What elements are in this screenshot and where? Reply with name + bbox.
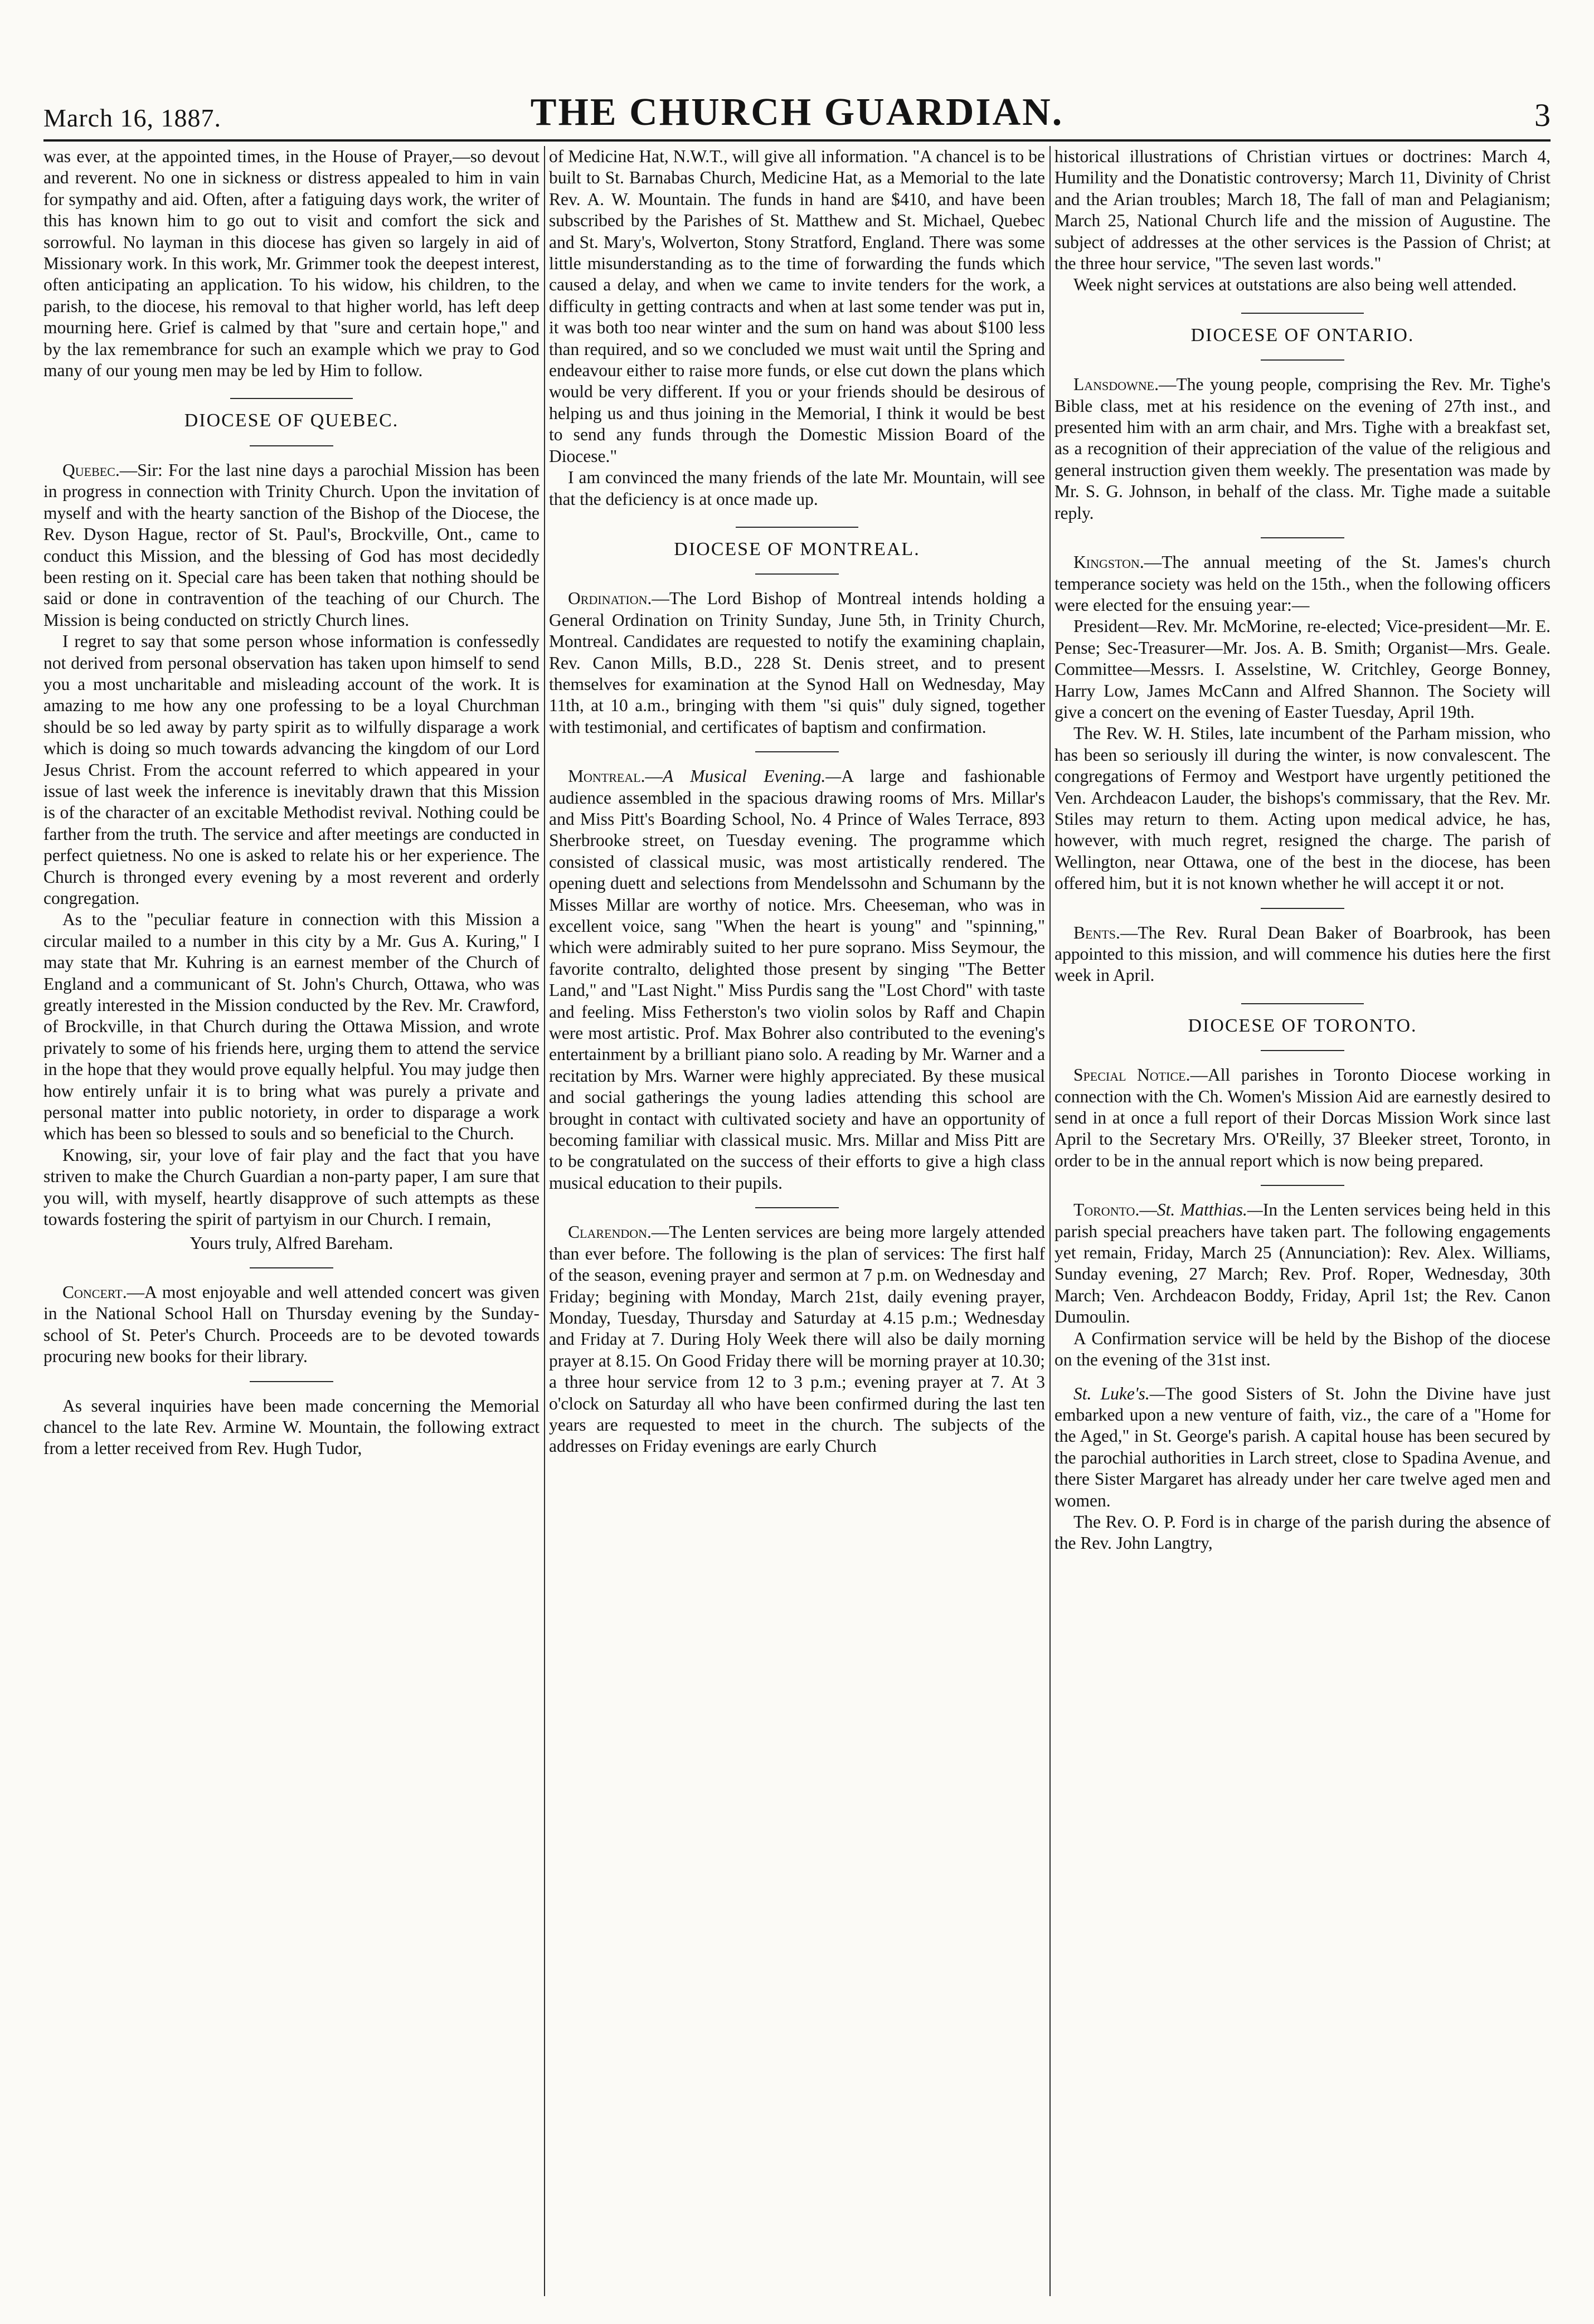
heading-diocese-montreal: DIOCESE OF MONTREAL. — [674, 538, 920, 560]
article-divider — [250, 1381, 333, 1382]
heading-underline — [250, 445, 333, 446]
obituary-paragraph: was ever, at the appointed times, in the House of Prayer,—so devout and reverent. No one in sickness or distress appealed to him in vain for sympathy and aid. Often, after a fatiguing days work, the writer of this has known him to go out to visit and comfort the sick and sorrowful. No layman in this diocese has given so largely in aid of Missionary work. In this work, Mr. Grimmer took the deepest interest, often anticipating an application. To his widow, his children, to the parish, to the diocese, his removal to that higher world, has left deep mourning here. Grief is calmed by that "sure and certain hope," and by the lax remembrance for such an example which we pray to God many of our young men may be led by Him to follow. — [43, 147, 540, 381]
heading-diocese-quebec: DIOCESE OF QUEBEC. — [184, 410, 399, 431]
article-divider — [755, 751, 839, 752]
dateline-ordination: Ordination.— — [568, 589, 669, 609]
page-number: 3 — [1534, 97, 1551, 133]
musical-evening-paragraph: Montreal.—A Musical Evening.—A large and fashionable audience assembled in the spacious drawing rooms of Mrs. Millar's and Miss Pitt's Boarding School, No. 4 Prince of Wales Terrace, 893 Sherbrooke street, on Tuesday evening. The programme which consisted of classical music, was most artistically rendered. The opening duett and selections from Mendelssohn and Schumann by the Misses Millar are worthy of notice. Mrs. Cheeseman, who was in excellent voice, sang "When the heart is young" and "spinning," which were admirably suited to her pure soprano. Miss Seymour, the favorite contralto, delighted those present by singing "The Better Land," and "Last Night." Miss Purdis sang the "Lost Chord" with taste and feeling. Miss Fetherston's two violin solos by Raff and Chapin were most artistic. Prof. Max Bohrer also contributed to the evening's entertainment by a brilliant piano solo. A reading by Mr. Warner and a recitation by Mrs. Warner were highly appreciated. By these musical and social gatherings the young ladies attending this school are brought in contact with cultivated society and have an opportunity of becoming familiar with classical music. Mrs. Millar and Miss Pitt are to be congratulated on the success of their efforts to give a high class musical education to their pupils. — [549, 766, 1045, 1193]
heading-diocese-ontario: DIOCESE OF ONTARIO. — [1190, 324, 1415, 346]
clarendon-continued-paragraph: historical illustrations of Christian virtues or doctrines: March 4, Humility and the Donatistic controversy; March 11, Divinity of Christ and the Arian troubles; March 18, The fall of man and Pelagianism; March 25, National Church life and the mission of Augustine. The subject of addresses at the other services is the Passion of Christ; at the three hour service, "The seven last words." — [1054, 147, 1551, 274]
memorial-continued-paragraph: of Medicine Hat, N.W.T., will give all information. "A chancel is to be built to St. Barnabas Church, Medicine Hat, as a Memorial to the late Rev. A. W. Mountain. The funds in hand are $410, and have been subscribed by the Parishes of St. Matthew and St. Michael, Quebec and St. Mary's, Wolverton, Stony Stratford, England. There was some little misunderstanding as to the time of forwarding the funds which caused a delay, and when we came to invite tenders for the work, a difficulty in getting contracts and when at last some tender was put in, it was both too near winter and the sum on hand was about $100 less than required, and so we concluded we must wait until the Spring and endeavour either to raise more funds, or else cut down the plans which would be very different. If you or your friends should be desirous of helping us and thus joining in the Memorial, I think it would be best to send any funds through the Domestic Mission Board of the Diocese." — [549, 147, 1045, 466]
heading-underline — [1261, 1050, 1344, 1051]
confirmation-paragraph: A Confirmation service will be held by the Bishop of the diocese on the evening of the 31st inst. — [1054, 1328, 1551, 1370]
quebec-letter-paragraph-1: Quebec.—Sir: For the last nine days a parochial Mission has been in progress in connection with Trinity Church. Upon the invitation of myself and with the hearty sanction of the Bishop of the Diocese, the Rev. Dyson Hague, rector of St. Paul's, Brockville, Ont., came to conduct this Mission, and the blessing of God has most decidedly been resting on it. Special care has been taken that nothing should be said or done in contravention of the teaching of our Church. The Mission is being conducted on strictly Church lines. — [43, 460, 540, 630]
special-notice-paragraph: Special Notice.—All parishes in Toronto Diocese working in connection with the Ch. Women's Mission Aid are earnestly desired to send in at once a full report of their Dorcas Mission Work since last April to the Secretary Mrs. O'Reilly, 37 Bleeker street, Toronto, in order to be in the annual report which is now being prepared. — [1054, 1065, 1551, 1170]
issue-date: March 16, 1887. — [43, 104, 222, 132]
memorial-paragraph: As several inquiries have been made concerning the Memorial chancel to the late Rev. Armine W. Mountain, the following extract from a letter received from Rev. Hugh Tudor, — [43, 1396, 540, 1458]
ford-paragraph: The Rev. O. P. Ford is in charge of the parish during the absence of the Rev. John Langtry, — [1054, 1511, 1551, 1553]
column-1 — [43, 146, 540, 2296]
stiles-paragraph: The Rev. W. H. Stiles, late incumbent of the Parham mission, who has been so seriously ill during the winter, is now convalescent. The congregations of Fermoy and Westport have urgently petitioned the Ven. Archdeacon Lauder, the bishops's commissary, that the Rev. Mr. Stiles may return to them. Acting upon medical advice, he has, however, with much regret, resigned the charge. The parish of Wellington, near Ottawa, one of the best in the diocese, has been offered him, but it is not known whether he will accept it or not. — [1054, 723, 1551, 893]
masthead — [43, 84, 1551, 142]
column-rule-1 — [544, 146, 545, 2296]
quebec-letter-paragraph-2: I regret to say that some person whose information is confessedly not derived from personal observation has taken upon himself to send you a most uncharitable and misleading account of the work. It is amazing to me how any one professing to be a loyal Churchman should be so led away by party spirit as to wilfully disparage a work which is doing so much towards advancing the kingdom of our Lord Jesus Christ. From the account referred to which appeared in your issue of last week the inference is inevitably drawn that this Mission is of the character of an excitable Methodist revival. Nothing could be farther from the truth. The service and after meetings are conducted in perfect quietness. No one is asked to relate his or her experience. The Church is thronged every evening by a most reverent and orderly congregation. — [43, 631, 540, 908]
column-rule-2 — [1049, 146, 1051, 2296]
section-divider — [230, 398, 353, 399]
dateline-quebec: Quebec.— — [62, 460, 138, 480]
heading-underline — [755, 573, 839, 575]
letter-signature: Yours truly, Alfred Bareham. — [189, 1233, 393, 1253]
musical-evening-subhead: A Musical Evening.— — [663, 766, 842, 786]
column-3 — [1054, 146, 1551, 2296]
dateline-bents: Bents.— — [1073, 922, 1138, 942]
dateline-montreal: Montreal.— — [568, 766, 663, 786]
newspaper-title: THE CHURCH GUARDIAN. — [530, 91, 1064, 134]
ordination-paragraph: Ordination.—The Lord Bishop of Montreal intends holding a General Ordination on Trinity Sunday, June 5th, in Trinity Church, Montreal. Candidates are requested to notify the examining chaplain, Rev. Canon Mills, B.D., 228 St. Denis street, and to present themselves for examination at the Synod Hall on Wednesday, May 11th, at 10 a.m., bringing with them "si quis" duly signed, together with testimonial, and certificates of baptism and confirmation. — [549, 589, 1045, 737]
section-divider — [1241, 1003, 1364, 1004]
st-matthias-paragraph: Toronto.—St. Matthias.—In the Lenten services being held in this parish special preachers have taken part. The following engagements yet remain, Friday, March 25 (Annunciation): Rev. Alex. Williams, Sunday evening, 27 March; Rev. Prof. Roper, Wednesday, 30th March; Ven. Archdeacon Boddy, Friday, April 1st; the Rev. Canon Dumoulin. — [1054, 1200, 1551, 1327]
article-divider — [755, 1207, 839, 1208]
dateline-toronto: Toronto.— — [1073, 1200, 1157, 1220]
concert-paragraph: Concert.—A most enjoyable and well attended concert was given in the National School Hall on Thursday evening by the Sunday-school of St. Peter's Church. Proceeds are to be devoted towards procuring new books for their library. — [43, 1282, 540, 1367]
section-divider — [1241, 313, 1364, 314]
heading-underline — [1261, 359, 1344, 361]
dateline-concert: Concert.— — [62, 1282, 145, 1302]
kingston-paragraph: Kingston.—The annual meeting of the St. James's church temperance society was held on the 15th., when the following officers were elected for the ensuing year:— — [1054, 552, 1551, 615]
section-divider — [736, 527, 858, 528]
clarendon-closing-paragraph: Week night services at outstations are also being well attended. — [1073, 275, 1517, 295]
kingston-officers-paragraph: President—Rev. Mr. McMorine, re-elected; Vice-president—Mr. E. Pense; Sec-Treasurer—Mr. Jos. A. B. Smith; Organist—Mrs. Geale. Committee—Messrs. I. Asselstine, W. Critchley, George Bonney, Harry Low, James McCann and Alfred Shannon. The Society will give a concert on the evening of Easter Tuesday, April 19th. — [1054, 616, 1551, 722]
article-divider — [1261, 1185, 1344, 1186]
st-lukes-subhead: St. Luke's.— — [1073, 1383, 1165, 1403]
quebec-letter-paragraph-3: As to the "peculiar feature in connection with this Mission a circular mailed to a number in this city by a Mr. Gus A. Kuring," I may state that Mr. Kuhring is an earnest member of the Church of England and a communicant of St. John's Church, Ottawa, who was greatly interested in the Mission conducted by the Rev. Mr. Crawford, of Brockville, in that Church during the Ottawa Mission, and wrote privately to some of his friends here, urging them to attend the service in the hope that they would prove equally helpful. You may judge then how entirely unfair it is to bring what was purely a private and personal matter into public notoriety, in order to disparage a work which has been so blessed to souls and so beneficial to the Church. — [43, 910, 540, 1144]
dateline-special-notice: Special Notice.— — [1073, 1065, 1208, 1085]
heading-diocese-toronto: DIOCESE OF TORONTO. — [1188, 1015, 1417, 1036]
article-divider — [1261, 537, 1344, 538]
clarendon-paragraph: Clarendon.—The Lenten services are being more largely attended than ever before. The following is the plan of services: The first half of the season, evening prayer and sermon at 7 p.m. on Wednesday and Friday; begining with Monday, March 21st, daily evening prayer, Monday, Tuesday, Thursday and Saturday at 4.15 p.m.; Wednesday and Friday at 7. During Holy Week there will also be daily morning prayer at 8.15. On Good Friday there will be morning prayer at 10.30; a three hour service from 12 to 3 p.m.; evening prayer at 7. At 3 o'clock on Saturday all who have been confirmed during the last ten years are requested to meet in the church. The subjects of the addresses on Friday evenings are early Church — [549, 1222, 1045, 1456]
bents-paragraph: Bents.—The Rev. Rural Dean Baker of Boarbrook, has been appointed to this mission, and will commence his duties here the first week in April. — [1054, 922, 1551, 985]
column-2 — [549, 146, 1045, 2296]
quebec-letter-paragraph-4: Knowing, sir, your love of fair play and the fact that you have striven to make the Church Guardian a non-party paper, I am sure that you will, with myself, heartly disapprove of such attempts as these towards fostering the spirit of partyism in our Church. I remain, — [43, 1145, 540, 1229]
dateline-kingston: Kingston.— — [1073, 552, 1162, 572]
memorial-closing-paragraph: I am convinced the many friends of the late Mr. Mountain, will see that the deficiency is at once made up. — [549, 468, 1045, 509]
dateline-lansdowne: Lansdowne.— — [1073, 375, 1177, 395]
dateline-clarendon: Clarendon.— — [568, 1222, 669, 1242]
article-divider — [250, 1267, 333, 1268]
article-divider — [1261, 908, 1344, 909]
st-matthias-subhead: St. Matthias.— — [1156, 1200, 1263, 1220]
st-lukes-paragraph: St. Luke's.—The good Sisters of St. John the Divine have just embarked upon a new venture of faith, viz., the care of a "Home for the Aged," in St. George's parish. A capital house has been secured by the parochial authorities in Larch street, close to Spadina Avenue, and there Sister Margaret has already under her care twelve aged men and women. — [1054, 1383, 1551, 1510]
lansdowne-paragraph: Lansdowne.—The young people, comprising the Rev. Mr. Tighe's Bible class, met at his residence on the evening of 27th inst., and presented him with an arm chair, and Mrs. Tighe with a breakfast set, as a recognition of their appreciation of the value of the religious and general instruction given them weekly. The presentation was made by Mr. S. G. Johnson, in behalf of the class. Mr. Tighe made a suitable reply. — [1054, 375, 1551, 523]
